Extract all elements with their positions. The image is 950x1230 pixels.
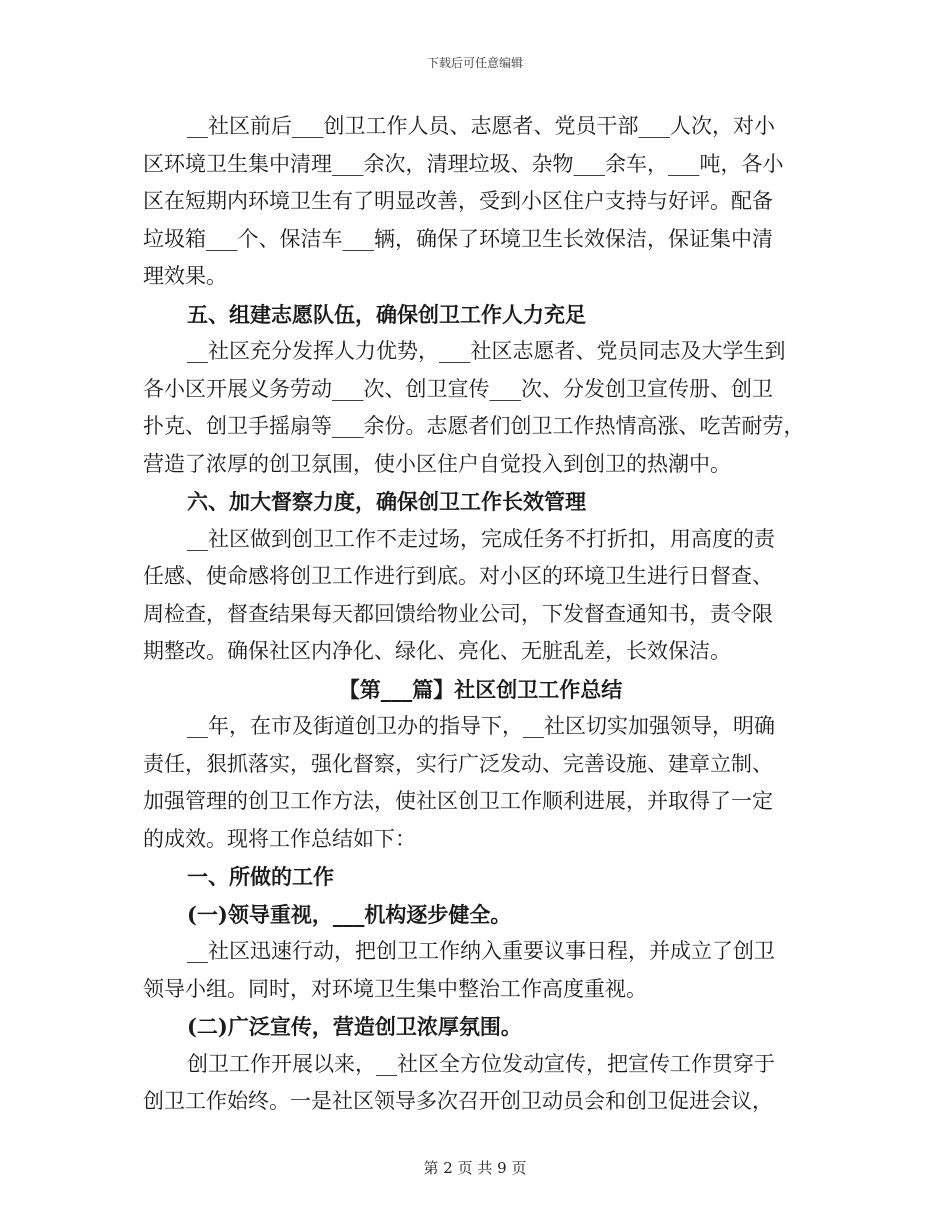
page-header: 下载后可任意编辑 (426, 56, 523, 70)
paragraph-line: 加强管理的创卫工作方法，使社区创卫工作顺利进展，并取得了一定 (143, 789, 773, 813)
paragraph-line: 营造了浓厚的创卫氛围，使小区住户自觉投入到创卫的热潮中。 (143, 451, 731, 476)
paragraph-line: 创卫工作始终。一是社区领导多次召开创卫动员会和创卫促进会议， (143, 1089, 773, 1113)
paragraph-line: 创卫工作开展以来，__社区全方位发动宣传，把宣传工作贯穿于 (187, 1051, 775, 1076)
paragraph-line: 领导小组。同时，对环境卫生集中整治工作高度重视。 (143, 976, 647, 1001)
paragraph-line: 周检查，督查结果每天都回馈给物业公司，下发督查通知书，责令限 (143, 601, 773, 626)
paragraph-line: 区在短期内环境卫生有了明显改善，受到小区住户支持与好评。配备 (143, 189, 773, 213)
paragraph-line: 期整改。确保社区内净化、绿化、亮化、无脏乱差，长效保洁。 (143, 639, 731, 663)
subsection-heading-1: (一)领导重视，___机构逐步健全。 (187, 901, 512, 927)
paragraph-line: 责任，狠抓落实，强化督察，实行广泛发动、完善设施、建章立制、 (143, 751, 773, 776)
paragraph-line: 垃圾箱___个、保洁车___辆，确保了环境卫生长效保洁，保证集中清 (143, 226, 773, 251)
section-heading-6: 六、加大督察力度，确保创卫工作长效管理 (187, 489, 586, 514)
paragraph-line: 理效果。 (143, 264, 227, 288)
paragraph-line: 扑克、创卫手摇扇等___余份。志愿者们创卫工作热情高涨、吃苦耐劳， (143, 414, 805, 438)
section-heading-1: 一、所做的工作 (187, 864, 334, 889)
paragraph-line: __年，在市及街道创卫办的指导下，__社区切实加强领导，明确 (187, 714, 775, 738)
article-title: 【第___篇】社区创卫工作总结 (338, 676, 623, 702)
document-body (143, 108, 818, 1121)
subsection-heading-2: (二)广泛宣传，营造创卫浓厚氛围。 (187, 1014, 522, 1039)
page-footer: 第 2 页 共 9 页 (423, 1159, 527, 1177)
paragraph-line: 区环境卫生集中清理___余次，清理垃圾、杂物___余车，___吨，各小 (143, 151, 784, 176)
paragraph-line: __社区前后___创卫工作人员、志愿者、党员干部___人次，对小 (187, 114, 775, 138)
paragraph-line: 的成效。现将工作总结如下： (143, 826, 416, 851)
paragraph-line: __社区迅速行动，把创卫工作纳入重要议事日程，并成立了创卫 (187, 939, 775, 963)
paragraph-line: 各小区开展义务劳动___次、创卫宣传___次、分发创卫宣传册、创卫 (143, 376, 773, 401)
paragraph-line: __社区充分发挥人力优势，___社区志愿者、党员同志及大学生到 (187, 339, 786, 363)
section-heading-5: 五、组建志愿队伍，确保创卫工作人力充足 (187, 301, 586, 327)
paragraph-line: __社区做到创卫工作不走过场，完成任务不打折扣，用高度的责 (187, 526, 775, 551)
paragraph-line: 任感、使命感将创卫工作进行到底。对小区的环境卫生进行日督查、 (143, 564, 773, 588)
